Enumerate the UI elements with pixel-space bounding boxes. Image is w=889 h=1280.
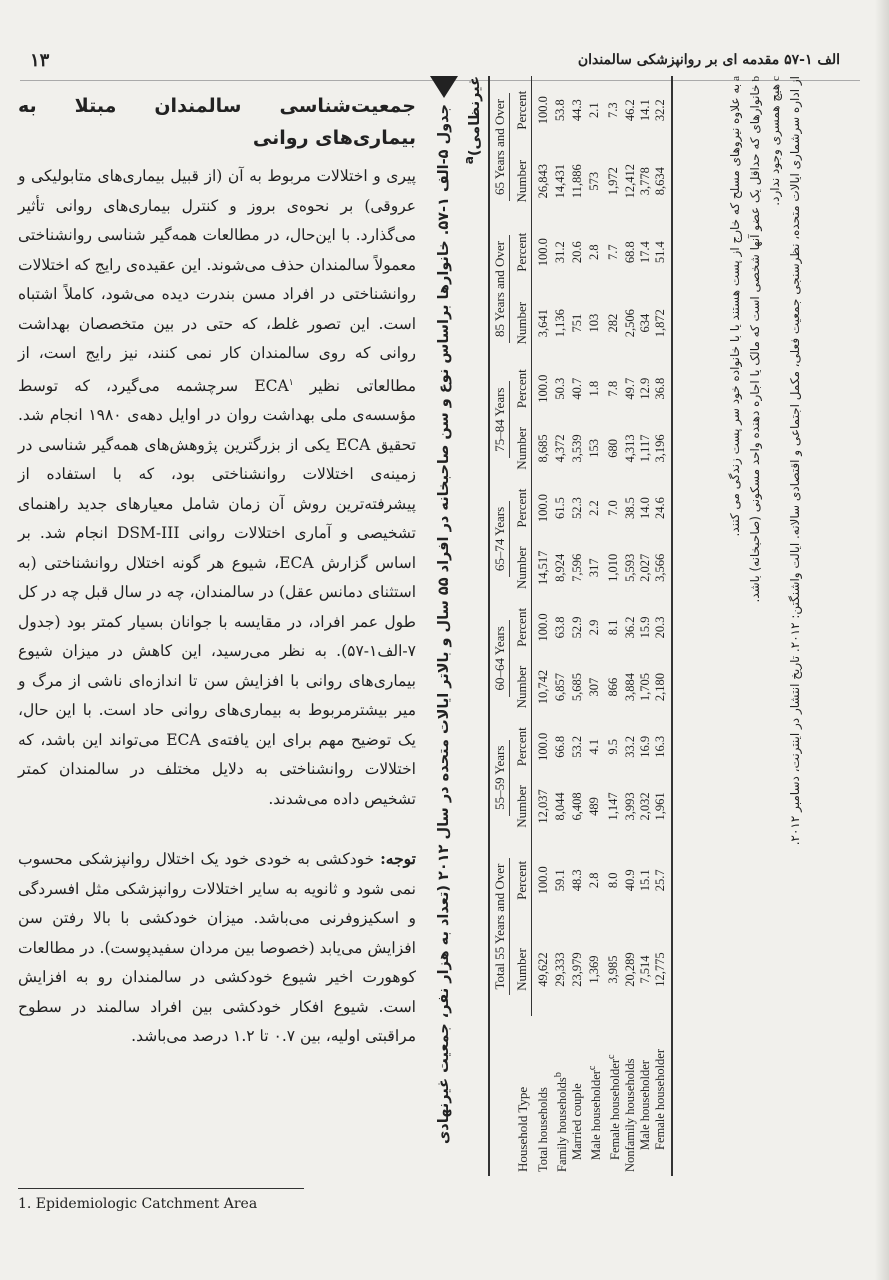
percent-subheader: Percent bbox=[512, 479, 532, 536]
number-cell: 6,408 bbox=[570, 792, 585, 821]
table-note bbox=[746, 76, 766, 1176]
percent-cell: 49.7 bbox=[623, 377, 638, 400]
group-header-label: 55–59 Years bbox=[492, 740, 510, 816]
percent-cell: 51.4 bbox=[653, 218, 672, 286]
number-cell: 866 bbox=[606, 677, 621, 697]
row-label-text: Female householder bbox=[608, 1058, 623, 1160]
number-cell: 1,136 bbox=[553, 309, 568, 338]
group-header bbox=[489, 360, 512, 479]
page-edge bbox=[875, 0, 889, 1280]
household-type-header: Household Type bbox=[489, 1016, 532, 1176]
percent-subheader: Percent bbox=[512, 599, 532, 656]
body-paragraph bbox=[18, 162, 416, 814]
number-cell: 1,369 bbox=[587, 955, 602, 984]
group-header-label: 75–84 Years bbox=[492, 382, 510, 458]
table-sub-header-row bbox=[512, 76, 532, 1176]
percent-cell: 15.1 bbox=[638, 869, 653, 892]
table-row bbox=[532, 76, 552, 1176]
percent-cell: 61.5 bbox=[553, 497, 568, 519]
section-heading: جمعیت‌شناسی سالمندان مبتلا به بیماری‌های روانی bbox=[18, 95, 416, 149]
number-cell: 489 bbox=[587, 797, 602, 816]
percent-cell: 12.9 bbox=[638, 377, 653, 400]
table-row bbox=[551, 76, 570, 1176]
number-cell: 26,843 bbox=[536, 164, 550, 199]
number-cell: 751 bbox=[570, 313, 585, 333]
number-cell: 3,884 bbox=[623, 673, 638, 702]
percent-cell: 52.3 bbox=[570, 497, 585, 519]
page-number: ۱۳ bbox=[30, 50, 50, 71]
household-table bbox=[488, 76, 673, 1176]
number-cell: 153 bbox=[587, 439, 602, 458]
number-cell: 12,412 bbox=[623, 164, 638, 199]
number-cell: 23,979 bbox=[570, 952, 585, 987]
note-label: توجه: bbox=[380, 849, 416, 869]
number-cell: 8,685 bbox=[536, 434, 550, 463]
percent-cell: 50.3 bbox=[553, 377, 568, 400]
percent-cell: 24.6 bbox=[653, 479, 672, 536]
table-note-text: هیچ همسری وجود ندارد. bbox=[768, 83, 782, 206]
footnote-ref: ۱ bbox=[288, 377, 294, 388]
percent-subheader: Percent bbox=[512, 718, 532, 775]
number-cell: 10,742 bbox=[536, 669, 550, 705]
number-cell: 1,147 bbox=[606, 792, 621, 821]
number-cell: 6,857 bbox=[553, 673, 568, 702]
row-label-text: Male householder bbox=[638, 1060, 653, 1150]
table-note bbox=[726, 76, 746, 1176]
number-cell: 1,872 bbox=[653, 286, 672, 360]
percent-cell: 31.2 bbox=[553, 241, 568, 264]
percent-cell: 44.3 bbox=[570, 99, 585, 122]
table-note-mark: a bbox=[730, 76, 742, 81]
percent-cell: 9.5 bbox=[606, 738, 621, 755]
row-label-text: Married couple bbox=[570, 1083, 585, 1160]
group-header bbox=[489, 218, 512, 360]
percent-cell: 100.0 bbox=[536, 866, 550, 895]
percent-subheader: Percent bbox=[512, 360, 532, 417]
table-row bbox=[585, 76, 604, 1176]
percent-cell: 66.8 bbox=[553, 735, 568, 758]
number-cell: 307 bbox=[587, 677, 602, 697]
table-note-text: از اداره سرشماری ایالات متحده، نظرسنجی جمعیت فعلی، مکمل اجتماعی و اقتصادی سالانه. ایالت واشنگتن: ۲۰۱۲. تاریخ انتشار در اینترنت، دسامبر ۲۰۱۲. bbox=[788, 76, 802, 846]
percent-cell: 16.9 bbox=[638, 735, 653, 758]
number-subheader: Number bbox=[512, 417, 532, 479]
text-column bbox=[18, 90, 416, 1052]
table-note-text: به علاوه نیروهای مسلح که خارج از پست هستند یا با خانواده خود سر پست زندگی می کنند. bbox=[728, 83, 742, 537]
group-header bbox=[489, 837, 512, 1015]
percent-cell: 17.4 bbox=[638, 241, 653, 264]
number-cell: 573 bbox=[587, 171, 602, 191]
table-note-mark: b bbox=[750, 76, 762, 82]
percent-cell: 32.2 bbox=[653, 76, 672, 144]
percent-cell: 38.5 bbox=[623, 497, 638, 519]
percent-cell: 2.8 bbox=[587, 872, 602, 889]
percent-cell: 36.8 bbox=[653, 360, 672, 417]
footnote: 1. Epidemiologic Catchment Area bbox=[18, 1196, 258, 1212]
percent-cell: 14.0 bbox=[638, 497, 653, 519]
paragraph-part2: سرچشمه می‌گیرد، که توسط مؤسسه‌ی ملی بهداشت روان در اوایل دهه‌ی ۱۹۸۰ انجام شد. تحقیق ECA یکی از بزرگترین پژوهش‌های همه‌گیر شناسی در زمینه‌ی اختلالات روانشناختی بود، که با استفاده از پیشرفته‌ترین روش آن زمان شامل معیارهای جدید راهنمای تشخیصی و آماری اختلالات روانی DSM-III انجام شد. بر اساس گزارش ECA، شیوع هر گونه اختلال روانشناختی (به استثنای دمانس عقل) در سالمندان، چه در سال قبل چه در کل طول عمر افراد، در مقایسه با جوانان بسیار کمتر بود (جدول ۷-الف۱-۵۷). به نظر می‌رسید، این کاهش در میزان شیوع بیماری‌های روانی با افزایش سن تا اندازه‌ای ناشی از مرگ و میر بیشترمربوط به بیماری‌های روانی حاد است. با این حال، یک توضیح مهم برای این یافته‌ی ECA می‌تواند این باشد، که اختلالات روانشناختی به دلایل مختلف در سالمندان کمتر تشخیص داده می‌شدند. bbox=[18, 376, 417, 808]
group-header-label: 85 Years and Over bbox=[492, 235, 510, 343]
row-label bbox=[623, 1016, 638, 1176]
number-cell: 20,289 bbox=[623, 952, 638, 987]
group-header-label: 65 Years and Over bbox=[492, 93, 510, 201]
row-label-text: Family households bbox=[555, 1077, 570, 1172]
percent-cell: 7.8 bbox=[606, 380, 621, 397]
percent-cell: 52.9 bbox=[570, 616, 585, 639]
table-title-marker-icon bbox=[430, 76, 458, 98]
number-cell: 7,514 bbox=[638, 955, 653, 984]
number-cell: 680 bbox=[606, 439, 621, 458]
row-label-text: Female householder bbox=[653, 1048, 668, 1150]
number-subheader: Number bbox=[512, 537, 532, 599]
number-cell: 8,044 bbox=[553, 792, 568, 821]
percent-cell: 63.8 bbox=[553, 616, 568, 639]
table-notes bbox=[726, 76, 805, 1176]
percent-cell: 2.2 bbox=[587, 500, 602, 516]
number-cell: 2,032 bbox=[638, 792, 653, 821]
table-row bbox=[653, 76, 672, 1176]
number-cell: 7,596 bbox=[570, 553, 585, 582]
group-header-label: 65–74 Years bbox=[492, 501, 510, 577]
number-cell: 3,539 bbox=[570, 434, 585, 463]
number-cell: 4,313 bbox=[623, 434, 638, 463]
table-note bbox=[766, 76, 786, 1176]
percent-cell: 2.8 bbox=[587, 244, 602, 261]
number-cell: 12,775 bbox=[653, 923, 672, 1015]
percent-cell: 7.0 bbox=[606, 500, 621, 516]
number-cell: 5,685 bbox=[570, 673, 585, 702]
group-header bbox=[489, 718, 512, 837]
number-cell: 282 bbox=[606, 313, 621, 333]
table-row bbox=[604, 76, 623, 1176]
number-cell: 49,622 bbox=[536, 952, 550, 987]
percent-cell: 1.8 bbox=[587, 380, 602, 397]
paragraph-part1: پیری و اختلالات مربوط به آن (از قبیل بیماری‌های متابولیکی و عروقی) بر نحوه‌ی بروز و کنترل بیماری‌های روانی تأثیر می‌گذارد. با این‌حال، در مطالعات همه‌گیر شناسی روانشناختی معمولاً سالمندان حذف می‌شوند. این عقیده‌ی رایج که اختلالات روانشناختی در افراد مسن بندرت دیده می‌شود، کاملاً اشتباه است. این تصور غلط، که حتی در بین متخصصان بهداشت روانی که روی سالمندان کار نمی کنند، نیز رایج است، از مطالعاتی نظیر ECA bbox=[18, 167, 417, 395]
table-body bbox=[532, 76, 673, 1176]
group-header-label: Total 55 Years and Over bbox=[492, 858, 510, 996]
percent-cell: 14.1 bbox=[638, 99, 653, 122]
number-cell: 3,985 bbox=[606, 955, 621, 984]
percent-cell: 100.0 bbox=[536, 613, 550, 642]
number-subheader: Number bbox=[512, 656, 532, 718]
number-cell: 8,634 bbox=[653, 144, 672, 218]
row-label-text: Male householder bbox=[589, 1070, 604, 1160]
percent-cell: 20.6 bbox=[570, 241, 585, 264]
percent-cell: 100.0 bbox=[536, 494, 550, 523]
percent-cell: 53.8 bbox=[553, 99, 568, 122]
row-label bbox=[585, 1016, 604, 1176]
percent-cell: 48.3 bbox=[570, 869, 585, 892]
table-row bbox=[638, 76, 653, 1176]
percent-cell: 16.3 bbox=[653, 718, 672, 775]
running-title: الف ۱-۵۷ مقدمه ای بر روانپزشکی سالمندان bbox=[577, 52, 840, 68]
number-cell: 1,010 bbox=[606, 553, 621, 582]
group-header-label: 60–64 Years bbox=[492, 620, 510, 696]
group-header bbox=[489, 599, 512, 718]
table-title bbox=[430, 76, 490, 1176]
row-label bbox=[570, 1016, 585, 1176]
table-title-sup: a bbox=[462, 156, 476, 165]
percent-subheader: Percent bbox=[512, 837, 532, 923]
number-cell: 3,196 bbox=[653, 417, 672, 479]
percent-cell: 7.7 bbox=[606, 244, 621, 261]
percent-cell: 100.0 bbox=[536, 374, 550, 403]
number-cell: 1,705 bbox=[638, 673, 653, 702]
number-cell: 3,993 bbox=[623, 792, 638, 821]
table-title-text: جدول ۵-الف ۱-۵۷. خانوارها براساس نوع و سن صاحبخانه در افراد ۵۵ سال و بالاتر ایالات متحده در سال ۲۰۱۲ (تعداد به هزار نفر، جمعیت غیرنهادی غیرنظامی) bbox=[436, 76, 483, 1144]
rotated-table-block bbox=[426, 70, 802, 1180]
row-label bbox=[653, 1016, 672, 1176]
percent-cell: 2.1 bbox=[587, 102, 602, 119]
number-cell: 3,778 bbox=[638, 167, 653, 196]
number-cell: 11,886 bbox=[570, 164, 585, 199]
percent-cell: 100.0 bbox=[536, 238, 550, 267]
table-note bbox=[786, 76, 805, 1176]
row-label bbox=[638, 1016, 653, 1176]
number-cell: 29,333 bbox=[553, 952, 568, 987]
percent-cell: 2.9 bbox=[587, 619, 602, 636]
number-subheader: Number bbox=[512, 144, 532, 218]
percent-cell: 25.7 bbox=[653, 837, 672, 923]
percent-cell: 68.8 bbox=[623, 241, 638, 264]
number-cell: 2,027 bbox=[638, 553, 653, 582]
number-subheader: Number bbox=[512, 286, 532, 360]
percent-cell: 8.0 bbox=[606, 872, 621, 889]
number-cell: 634 bbox=[638, 313, 653, 333]
percent-cell: 15.9 bbox=[638, 616, 653, 639]
table-note-text: خانوارهای که حداقل یک عضو آنها شخصی است که مالک یا اجاره دهنده واحد مسکونی (صاحبخانه) باشد. bbox=[748, 84, 762, 603]
group-header bbox=[489, 479, 512, 598]
number-cell: 3,566 bbox=[653, 537, 672, 599]
percent-cell: 53.2 bbox=[570, 735, 585, 758]
table-group-header-row bbox=[489, 76, 512, 1176]
number-cell: 14,517 bbox=[536, 550, 550, 585]
percent-cell: 59.1 bbox=[553, 869, 568, 892]
note-text: خودکشی به خودی خود یک اختلال روانپزشکی محسوب نمی شود و ثانویه به سایر اختلالات روانپزشکی مثل افسردگی و اسکیزوفرنی می‌باشد. میزان خودکشی با بالا رفتن سن افزایش می‌یابد (خصوصا بین مردان سفیدپوست). در مطالعات کوهورت اخیر شیوع خودکشی در سالمندان رو به افزایش است. شیوع افکار خودکشی بین افراد سالمند در سطوح مراقبتی اولیه، بین ۰.۷ تا ۱.۲ درصد می‌باشد. bbox=[18, 850, 416, 1046]
number-cell: 8,924 bbox=[553, 553, 568, 582]
number-cell: 4,372 bbox=[553, 434, 568, 463]
row-label-sup: c bbox=[587, 1065, 599, 1071]
number-subheader: Number bbox=[512, 776, 532, 838]
percent-cell: 46.2 bbox=[623, 99, 638, 122]
row-label bbox=[532, 1016, 552, 1176]
row-label-text: Nonfamily households bbox=[623, 1058, 638, 1172]
percent-cell: 100.0 bbox=[536, 732, 550, 761]
number-cell: 1,972 bbox=[606, 167, 621, 196]
row-label-sup: b bbox=[553, 1072, 564, 1078]
percent-cell: 40.7 bbox=[570, 377, 585, 400]
number-cell: 1,961 bbox=[653, 776, 672, 838]
percent-subheader: Percent bbox=[512, 76, 532, 144]
table-row bbox=[570, 76, 585, 1176]
number-cell: 12,037 bbox=[536, 789, 550, 824]
percent-cell: 33.2 bbox=[623, 735, 638, 758]
percent-cell: 4.1 bbox=[587, 738, 602, 755]
row-label-text: Total households bbox=[535, 1087, 550, 1172]
number-cell: 317 bbox=[587, 558, 602, 578]
percent-cell: 20.3 bbox=[653, 599, 672, 656]
percent-subheader: Percent bbox=[512, 218, 532, 286]
percent-cell: 36.2 bbox=[623, 616, 638, 639]
row-label bbox=[551, 1016, 570, 1176]
number-subheader: Number bbox=[512, 923, 532, 1015]
row-label-sup: c bbox=[606, 1054, 618, 1059]
row-label bbox=[604, 1016, 623, 1176]
number-cell: 1,117 bbox=[638, 434, 653, 463]
number-cell: 2,506 bbox=[623, 309, 638, 338]
group-header bbox=[489, 76, 512, 218]
note-paragraph bbox=[18, 844, 416, 1052]
number-cell: 2,180 bbox=[653, 656, 672, 718]
percent-cell: 8.1 bbox=[606, 619, 621, 636]
number-cell: 14,431 bbox=[553, 164, 568, 199]
table-row bbox=[623, 76, 638, 1176]
number-cell: 5,593 bbox=[623, 553, 638, 582]
percent-cell: 40.9 bbox=[623, 869, 638, 892]
number-cell: 103 bbox=[587, 313, 602, 333]
number-cell: 3,641 bbox=[536, 309, 550, 338]
table-note-mark: c bbox=[770, 76, 782, 81]
footnote-rule bbox=[18, 1188, 304, 1189]
percent-cell: 7.3 bbox=[606, 102, 621, 119]
percent-cell: 100.0 bbox=[536, 96, 550, 125]
